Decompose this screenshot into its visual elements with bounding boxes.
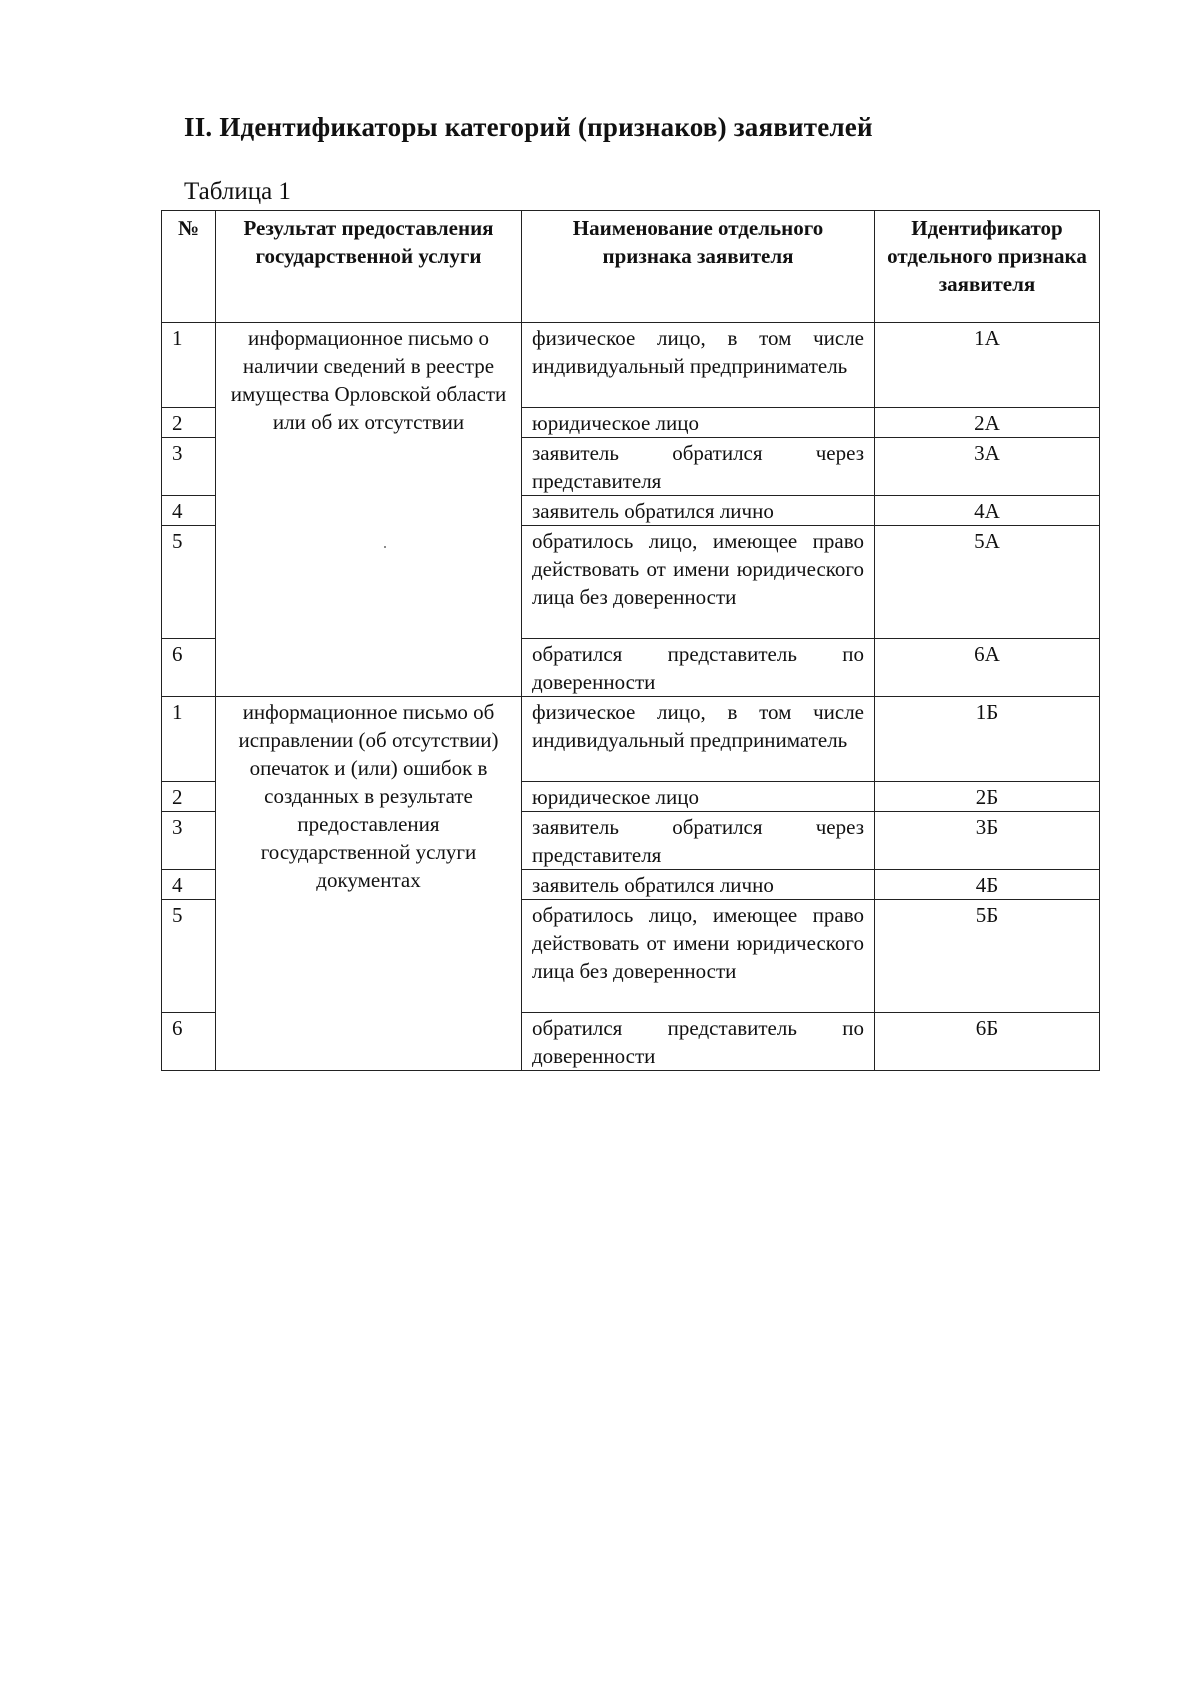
section-heading: II. Идентификаторы категорий (признаков) заявителей xyxy=(184,112,873,142)
applicant-categories-table xyxy=(161,210,1100,1071)
header-ident: Идентификатор отдельного признака заявителя xyxy=(875,211,1100,323)
result-cell: информационное письмо о наличии сведений в реестре имущества Орловской области или об их отсутствии xyxy=(216,323,522,697)
applicant-feature: заявитель обратился через представителя xyxy=(522,438,875,496)
header-num: № xyxy=(162,211,216,323)
feature-identifier: 6Б xyxy=(875,1013,1100,1071)
row-num: 2 xyxy=(162,782,216,812)
feature-identifier: 3А xyxy=(875,438,1100,496)
applicant-feature: юридическое лицо xyxy=(522,782,875,812)
feature-identifier: 2А xyxy=(875,408,1100,438)
feature-identifier: 3Б xyxy=(875,812,1100,870)
row-num: 3 xyxy=(162,438,216,496)
feature-identifier: 4Б xyxy=(875,870,1100,900)
applicant-feature: заявитель обратился лично xyxy=(522,496,875,526)
applicant-feature: обратился представитель по доверенности xyxy=(522,639,875,697)
row-num: 3 xyxy=(162,812,216,870)
row-num: 1 xyxy=(162,323,216,408)
applicant-feature: обратилось лицо, имеющее право действовать от имени юридического лица без доверенности xyxy=(522,900,875,1013)
row-num: 6 xyxy=(162,639,216,697)
feature-identifier: 4А xyxy=(875,496,1100,526)
applicant-feature: физическое лицо, в том числе индивидуальный предприниматель xyxy=(522,323,875,408)
scan-speck xyxy=(384,546,386,548)
result-cell: информационное письмо об исправлении (об отсутствии) опечаток и (или) ошибок в созданных в результате предоставления государственной услуги документах xyxy=(216,697,522,1071)
applicant-feature: юридическое лицо xyxy=(522,408,875,438)
table-header-row xyxy=(162,211,1100,323)
row-num: 5 xyxy=(162,900,216,1013)
feature-identifier: 6А xyxy=(875,639,1100,697)
feature-identifier: 1Б xyxy=(875,697,1100,782)
header-result: Результат предоставления государственной услуги xyxy=(216,211,522,323)
row-num: 4 xyxy=(162,496,216,526)
row-num: 5 xyxy=(162,526,216,639)
feature-identifier: 2Б xyxy=(875,782,1100,812)
applicant-feature: обратился представитель по доверенности xyxy=(522,1013,875,1071)
table-row xyxy=(162,323,1100,408)
header-name: Наименование отдельного признака заявителя xyxy=(522,211,875,323)
row-num: 2 xyxy=(162,408,216,438)
applicant-feature: физическое лицо, в том числе индивидуальный предприниматель xyxy=(522,697,875,782)
feature-identifier: 5А xyxy=(875,526,1100,639)
row-num: 4 xyxy=(162,870,216,900)
applicant-feature: заявитель обратился лично xyxy=(522,870,875,900)
feature-identifier: 1А xyxy=(875,323,1100,408)
table-caption: Таблица 1 xyxy=(184,178,291,205)
applicant-feature: заявитель обратился через представителя xyxy=(522,812,875,870)
applicant-feature: обратилось лицо, имеющее право действовать от имени юридического лица без доверенности xyxy=(522,526,875,639)
table-row xyxy=(162,697,1100,782)
feature-identifier: 5Б xyxy=(875,900,1100,1013)
row-num: 1 xyxy=(162,697,216,782)
row-num: 6 xyxy=(162,1013,216,1071)
